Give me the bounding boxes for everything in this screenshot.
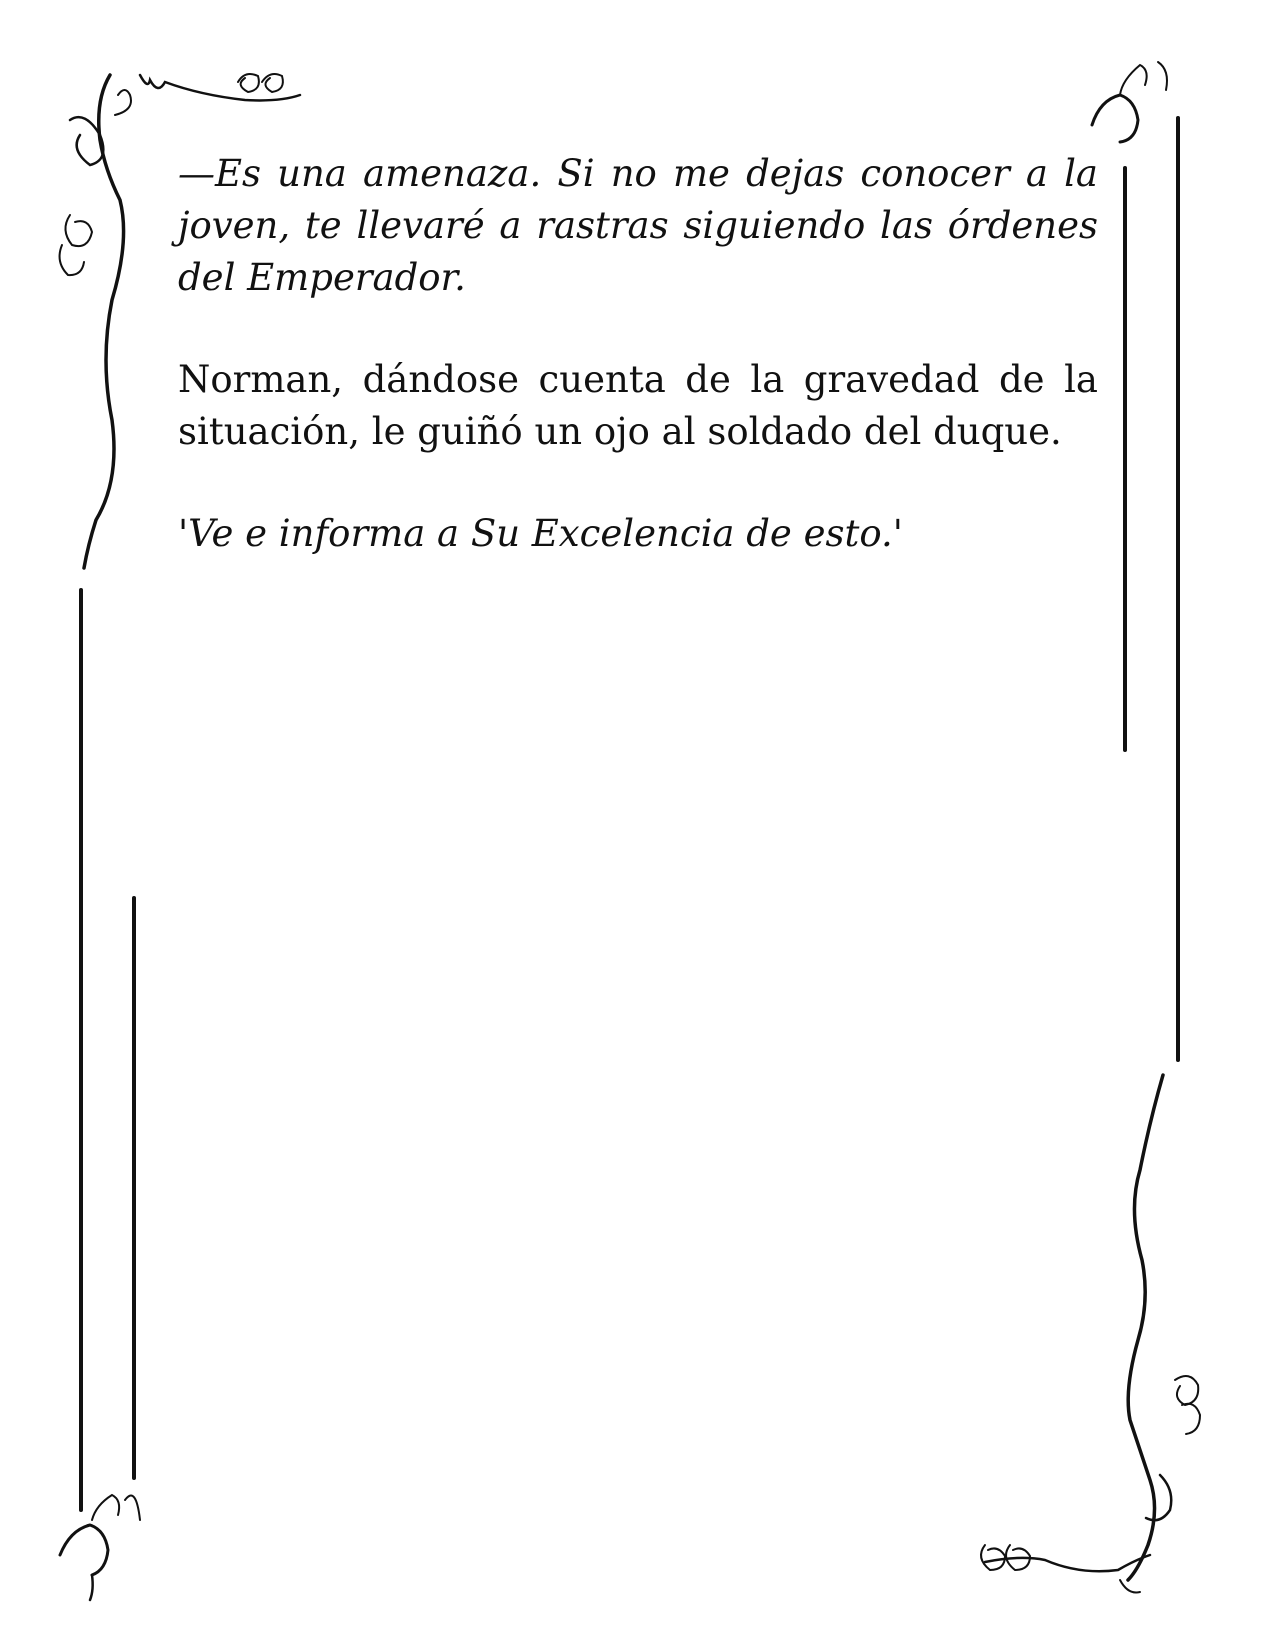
flourish-bottom-left-icon	[60, 1495, 140, 1600]
paragraph-2: Norman, dándose cuenta de la gravedad de la situación, le guiñó un ojo al soldado del duque.	[178, 358, 1098, 453]
flourish-top-right-icon	[1092, 62, 1167, 142]
paragraph-3: 'Ve e informa a Su Excelencia de esto.'	[178, 512, 903, 555]
paragraph-1: —Es una amenaza. Si no me dejas conocer a la joven, te llevaré a rastras siguiendo las órdenes del Emperador.	[178, 152, 1098, 299]
flourish-bottom-right-icon	[981, 1075, 1200, 1593]
page-body-text	[178, 148, 1098, 610]
